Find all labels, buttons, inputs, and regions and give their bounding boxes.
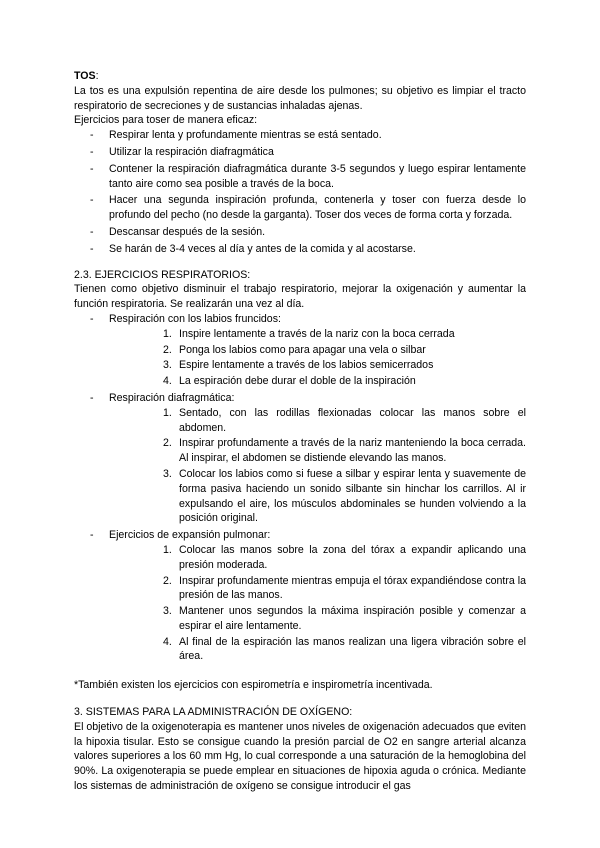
step-text: La espiración debe durar el doble de la inspiración: [179, 375, 416, 388]
step-number: 3.: [163, 605, 172, 618]
step-item: [109, 574, 526, 604]
step-item: [109, 436, 526, 466]
step-text: Ponga los labios como para apagar una vela o silbar: [179, 343, 426, 356]
step-text: Inspirar profundamente mientras empuja el tórax expandiéndose contra la presión de las manos.: [179, 574, 526, 602]
step-number: 4.: [163, 375, 172, 388]
tos-heading-colon: :: [95, 70, 99, 82]
step-number: 1.: [163, 406, 172, 419]
list-item: - Se harán de 3-4 veces al día y antes de la comida y al acostarse.: [74, 242, 526, 257]
step-number: 2.: [163, 574, 172, 587]
step-text: Inspirar profundamente a través de la nariz manteniendo la boca cerrada. Al inspirar, el abdomen se distiende elevando las manos.: [179, 437, 526, 465]
list-item: - Contener la respiración diafragmática durante 3-5 segundos y luego espirar lentamente tanto aire como sea posible a través de la boca.: [74, 162, 526, 192]
group-title: Ejercicios de expansión pulmonar:: [109, 529, 271, 542]
list-item: - Hacer una segunda inspiración profunda, contenerla y toser con fuerza desde lo profundo del pecho (no desde la garganta). Toser dos veces de forma corta y forzada.: [74, 193, 526, 223]
section-2-3-note: *También existen los ejercicios con espirometría e inspirometría incentivada.: [74, 679, 433, 692]
tos-heading-line: [74, 69, 526, 84]
step-text: Colocar los labios como si fuese a silbar y espirar lenta y suavemente de forma pasiva haciendo un sonido silbante sin hinchar los carrillos. Al ir expulsando el aire, los músculos abdominales se hunden volviendo a la posición original.: [179, 467, 526, 525]
step-number: 3.: [163, 359, 172, 372]
section-2-3-heading: 2.3. EJERCICIOS RESPIRATORIOS:: [74, 268, 251, 281]
step-text: Al final de la espiración las manos realizan una ligera vibración sobre el área.: [179, 635, 526, 663]
step-text: Mantener unos segundos la máxima inspiración posible y comenzar a espirar el aire lentamente.: [179, 605, 526, 632]
step-item: [109, 604, 526, 634]
breathing-groups: [74, 312, 526, 664]
steps-list: [109, 406, 526, 526]
step-text: Sentado, con las rodillas flexionadas colocar las manos sobre el abdomen.: [179, 406, 526, 434]
list-item: - Utilizar la respiración diafragmática: [74, 145, 526, 160]
tos-intro: La tos es una expulsión repentina de aire desde los pulmones; su objetivo es limpiar el tracto respiratorio de secreciones y de sustancias inhaladas ajenas.: [74, 84, 526, 112]
step-number: 3.: [163, 467, 172, 480]
step-number: 1.: [163, 543, 172, 556]
step-item: [109, 406, 526, 436]
step-number: 2.: [163, 437, 172, 450]
step-item: [109, 374, 526, 389]
step-number: 2.: [163, 343, 172, 356]
step-item: [109, 635, 526, 665]
step-text: Colocar las manos sobre la zona del tórax a expandir aplicando una presión moderada.: [179, 543, 526, 571]
list-item: - Respirar lenta y profundamente mientras se está sentado.: [74, 128, 526, 143]
tos-exercises-intro: Ejercicios para toser de manera eficaz:: [74, 114, 258, 127]
step-item: [109, 543, 526, 573]
group-lung-expansion: [74, 528, 526, 664]
group-title: Respiración diafragmática:: [109, 391, 235, 404]
step-text: Inspire lentamente a través de la nariz con la boca cerrada: [179, 327, 455, 340]
step-item: [109, 358, 526, 373]
steps-list: [109, 327, 526, 389]
section-2-3-intro: Tienen como objetivo disminuir el trabajo respiratorio, mejorar la oxigenación y aumentar la función respiratoria. Se realizarán una vez al día.: [74, 283, 526, 311]
tos-list: [74, 128, 526, 256]
list-item: - Descansar después de la sesión.: [74, 225, 526, 240]
section-3-heading: 3. SISTEMAS PARA LA ADMINISTRACIÓN DE OXÍGENO:: [74, 706, 353, 719]
page-content: [74, 69, 526, 794]
section-3-body: El objetivo de la oxigenoterapia es mantener unos niveles de oxigenación adecuados que eviten la hipoxia tisular. Esto se consigue cuando la presión parcial de O2 en sangre arterial alcanza valores superiores a los 60 mm Hg, lo cual corresponde a una saturación de la hemoglobina del 90%. La oxigenoterapia se puede emplear en situaciones de hipoxia aguda o crónica. Mediante los sistemas de administración de oxígeno se consigue introducir el gas: [74, 720, 526, 793]
step-number: 4.: [163, 635, 172, 648]
tos-heading: TOS: [74, 70, 96, 82]
step-text: Espire lentamente a través de los labios semicerrados: [179, 359, 434, 372]
group-pursed-lips: [74, 312, 526, 389]
group-diaphragmatic: [74, 391, 526, 526]
group-title: Respiración con los labios fruncidos:: [109, 312, 281, 325]
step-number: 1.: [163, 327, 172, 340]
step-item: [109, 343, 526, 358]
steps-list: [109, 543, 526, 664]
step-item: [109, 467, 526, 526]
step-item: [109, 327, 526, 342]
